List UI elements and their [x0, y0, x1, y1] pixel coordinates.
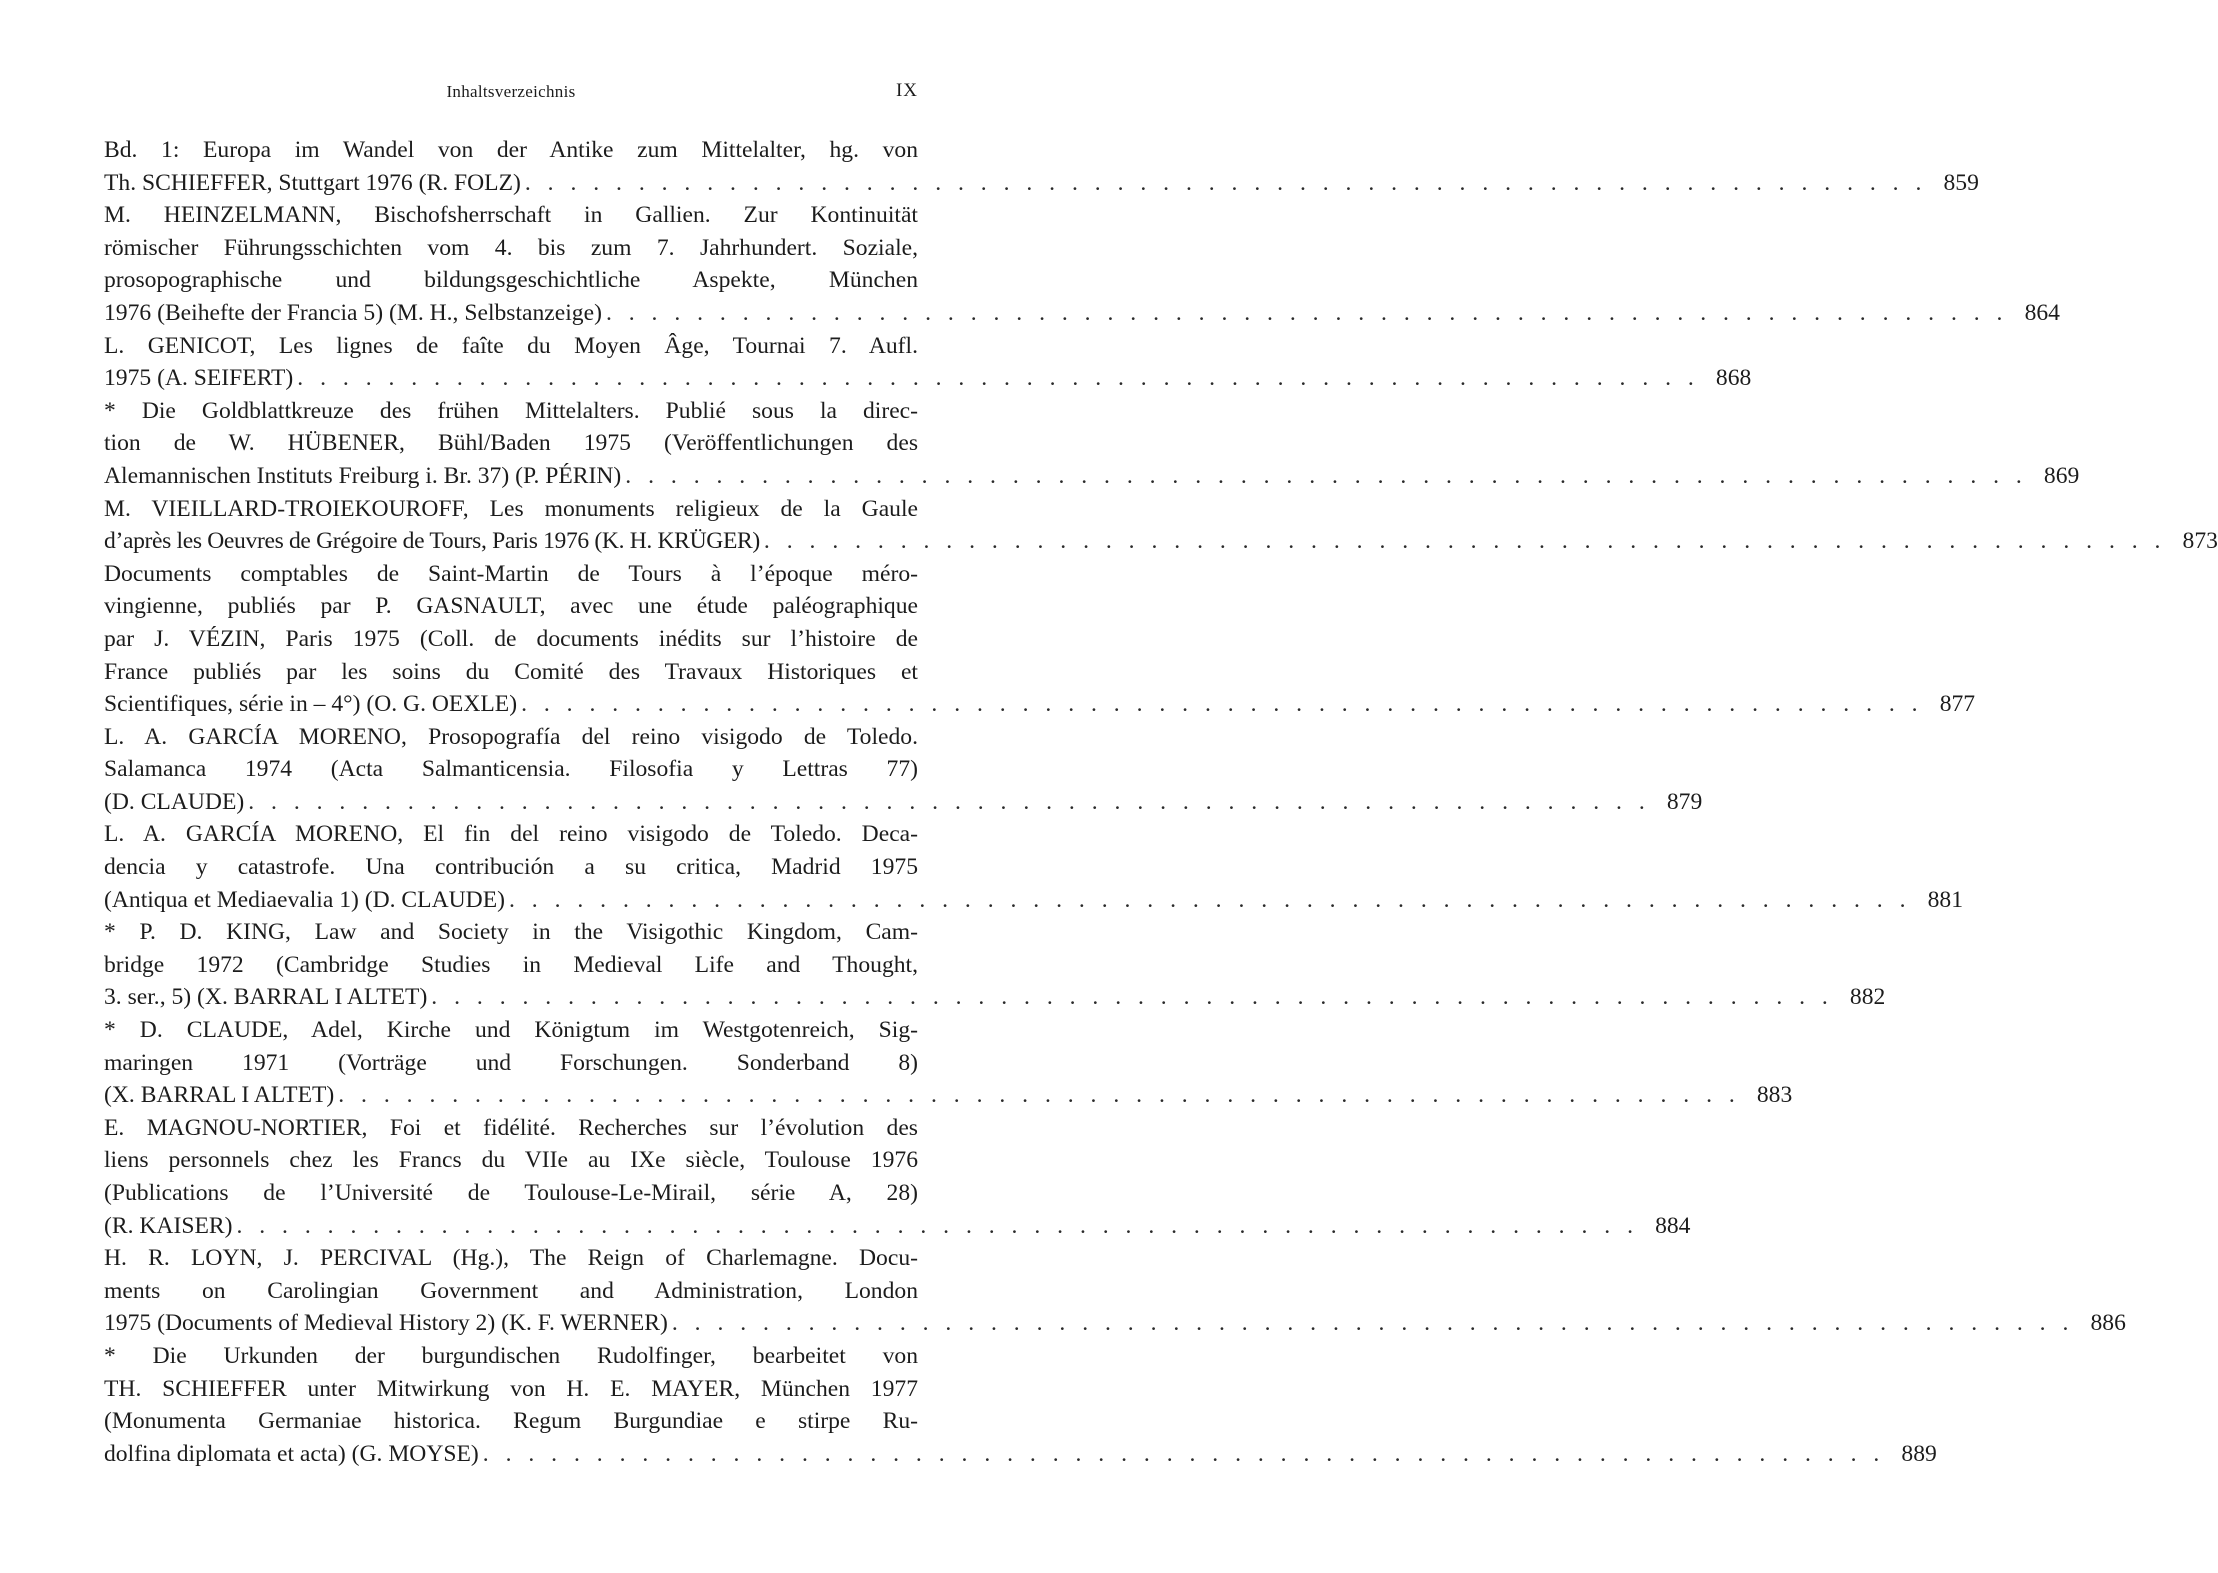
toc-entry [104, 199, 2060, 329]
table-of-contents [104, 134, 2218, 1470]
entry-line: France publiés par les soins du Comité des Travaux Historiques et [104, 658, 918, 685]
entry-line: TH. SCHIEFFER unter Mitwirkung von H. E. MAYER, München 1977 [104, 1375, 918, 1402]
toc-entry [104, 1340, 1937, 1470]
toc-entry [104, 1112, 1691, 1242]
entry-line: vingienne, publiés par P. GASNAULT, avec une étude paléographique [104, 593, 918, 620]
dot-leader: . . . . . . . . . . . . . . . . . . . . . . . . . . . . . . . . . . . . . . . . . . . . . . . . . . . . . . . . . . . . . . [508, 886, 1911, 913]
entry-final-line [104, 688, 1976, 721]
entry-line: bridge 1972 (Cambridge Studies in Medieval Life and Thought, [104, 951, 918, 978]
entry-line: * D. CLAUDE, Adel, Kirche und Königtum im Westgotenreich, Sig- [104, 1017, 918, 1044]
entry-final-line [104, 362, 1752, 395]
toc-entry [104, 916, 1886, 1014]
entry-line: L. A. GARCÍA MORENO, El fin del reino visigodo de Toledo. Deca- [104, 821, 918, 848]
entry-final-text: (D. CLAUDE) [104, 788, 245, 815]
entry-line: L. A. GARCÍA MORENO, Prosopografía del reino visigodo de Toledo. [104, 723, 918, 750]
toc-entry [104, 330, 1752, 395]
page-number: 859 [1943, 169, 1979, 196]
entry-final-line [104, 525, 2218, 558]
entry-line: * Die Urkunden der burgundischen Rudolfinger, bearbeitet von [104, 1342, 918, 1369]
entry-line: Documents comptables de Saint-Martin de Tours à l’époque méro- [104, 560, 918, 587]
entry-final-text: Scientifiques, série in – 4°) (O. G. OEXLE) [104, 691, 518, 718]
entry-line: M. VIEILLARD-TROIEKOUROFF, Les monuments religieux de la Gaule [104, 495, 918, 522]
page-number: 879 [1666, 788, 1703, 815]
entry-line: ments on Carolingian Government and Administration, London [104, 1277, 918, 1304]
dot-leader: . . . . . . . . . . . . . . . . . . . . . . . . . . . . . . . . . . . . . . . . . . . . . . . . . . . . . . . . . . . . . . [671, 1310, 2074, 1337]
entry-line: (Monumenta Germaniae historica. Regum Burgundiae e stirpe Ru- [104, 1408, 918, 1435]
entry-line: (Publications de l’Université de Toulouse-Le-Mirail, série A, 28) [104, 1180, 918, 1206]
dot-leader: . . . . . . . . . . . . . . . . . . . . . . . . . . . . . . . . . . . . . . . . . . . . . . . . . . . . . . . . . . . . . . [236, 1212, 1639, 1239]
entry-line: tion de W. HÜBENER, Bühl/Baden 1975 (Veröffentlichungen des [104, 430, 918, 457]
entry-line: liens personnels chez les Francs du VIIe au IXe siècle, Toulouse 1976 [104, 1147, 918, 1174]
entry-final-text: (R. KAISER) [104, 1212, 233, 1239]
entry-final-line [104, 1438, 1937, 1471]
page-number: 868 [1715, 365, 1752, 392]
page-number: 886 [2090, 1310, 2126, 1337]
entry-final-text: 1976 (Beihefte der Francia 5) (M. H., Selbstanzeige) [104, 299, 602, 326]
entry-final-line [104, 167, 1979, 200]
entry-line: * Die Goldblattkreuze des frühen Mittelalters. Publié sous la direc- [104, 397, 918, 424]
entry-final-text: Th. SCHIEFFER, Stuttgart 1976 (R. FOLZ) [104, 169, 521, 196]
entry-final-line [104, 460, 2080, 493]
folio-number: IX [895, 80, 918, 101]
page-number: 881 [1927, 886, 1963, 913]
entry-final-line [104, 1307, 2126, 1340]
entry-final-line [104, 981, 1886, 1014]
entry-final-text: 3. ser., 5) (X. BARRAL I ALTET) [104, 984, 428, 1011]
toc-entry [104, 395, 2080, 493]
dot-leader: . . . . . . . . . . . . . . . . . . . . . . . . . . . . . . . . . . . . . . . . . . . . . . . . . . . . . . . . . . . . . . [431, 984, 1834, 1011]
running-header [104, 78, 918, 108]
entry-line: par J. VÉZIN, Paris 1975 (Coll. de documents inédits sur l’histoire de [104, 625, 918, 652]
toc-entry [104, 1014, 1793, 1112]
dot-leader: . . . . . . . . . . . . . . . . . . . . . . . . . . . . . . . . . . . . . . . . . . . . . . . . . . . . . . . . . . . . . . [605, 299, 2008, 326]
dot-leader: . . . . . . . . . . . . . . . . . . . . . . . . . . . . . . . . . . . . . . . . . . . . . . . . . . . . . . . . . . . . . . [482, 1440, 1885, 1467]
dot-leader: . . . . . . . . . . . . . . . . . . . . . . . . . . . . . . . . . . . . . . . . . . . . . . . . . . . . . . . . . . . . . . [763, 528, 2166, 555]
toc-entry [104, 134, 1979, 199]
dot-leader: . . . . . . . . . . . . . . . . . . . . . . . . . . . . . . . . . . . . . . . . . . . . . . . . . . . . . . . . . . . . . . [524, 169, 1927, 196]
entry-final-text: Alemannischen Instituts Freiburg i. Br. 37) (P. PÉRIN) [104, 462, 622, 489]
entry-final-line [104, 297, 2060, 330]
toc-entry [104, 1242, 2126, 1340]
entry-final-text: d’après les Oeuvres de Grégoire de Tours, Paris 1976 (K. H. KRÜGER) [104, 528, 760, 555]
page-number: 889 [1901, 1440, 1937, 1467]
toc-entry [104, 818, 1963, 916]
page-number: 869 [2043, 462, 2080, 489]
entry-line: Salamanca 1974 (Acta Salmanticensia. Filosofia y Lettras 77) [104, 756, 918, 783]
entry-final-text: dolfina diplomata et acta) (G. MOYSE) [104, 1440, 479, 1467]
entry-final-text: (X. BARRAL I ALTET) [104, 1082, 335, 1109]
entry-final-text: 1975 (A. SEIFERT) [104, 365, 294, 392]
entry-final-line [104, 786, 1703, 819]
dot-leader: . . . . . . . . . . . . . . . . . . . . . . . . . . . . . . . . . . . . . . . . . . . . . . . . . . . . . . . . . . . . . . [297, 365, 1700, 392]
entry-final-text: 1975 (Documents of Medieval History 2) (K. F. WERNER) [104, 1310, 668, 1337]
entry-line: L. GENICOT, Les lignes de faîte du Moyen Âge, Tournai 7. Aufl. [104, 332, 918, 359]
dot-leader: . . . . . . . . . . . . . . . . . . . . . . . . . . . . . . . . . . . . . . . . . . . . . . . . . . . . . . . . . . . . . . [248, 788, 1651, 815]
dot-leader: . . . . . . . . . . . . . . . . . . . . . . . . . . . . . . . . . . . . . . . . . . . . . . . . . . . . . . . . . . . . . . [625, 462, 2028, 489]
dot-leader: . . . . . . . . . . . . . . . . . . . . . . . . . . . . . . . . . . . . . . . . . . . . . . . . . . . . . . . . . . . . . . [338, 1082, 1741, 1109]
toc-entry [104, 493, 2218, 558]
entry-final-line [104, 884, 1963, 917]
page-number: 864 [2024, 299, 2060, 326]
entry-line: * P. D. KING, Law and Society in the Visigothic Kingdom, Cam- [104, 919, 918, 946]
entry-final-line [104, 1210, 1691, 1243]
entry-line: prosopographische und bildungsgeschichtliche Aspekte, München [104, 267, 918, 294]
entry-line: H. R. LOYN, J. PERCIVAL (Hg.), The Reign of Charlemagne. Docu- [104, 1245, 918, 1272]
page-number: 883 [1756, 1082, 1793, 1109]
toc-entry [104, 558, 1976, 721]
page-number: 877 [1939, 691, 1976, 718]
page-number: 882 [1849, 984, 1886, 1011]
entry-line: Bd. 1: Europa im Wandel von der Antike zum Mittelalter, hg. von [104, 137, 918, 163]
entry-line: M. HEINZELMANN, Bischofsherrschaft in Gallien. Zur Kontinuität [104, 202, 918, 229]
page-number: 873 [2182, 528, 2218, 555]
entry-final-text: (Antiqua et Mediaevalia 1) (D. CLAUDE) [104, 886, 505, 913]
entry-line: E. MAGNOU-NORTIER, Foi et fidélité. Recherches sur l’évolution des [104, 1114, 918, 1141]
entry-line: dencia y catastrofe. Una contribución a su critica, Madrid 1975 [104, 854, 918, 881]
entry-final-line [104, 1079, 1793, 1112]
toc-entry [104, 721, 1703, 819]
entry-line: maringen 1971 (Vorträge und Forschungen. Sonderband 8) [104, 1049, 918, 1076]
entry-line: römischer Führungsschichten vom 4. bis zum 7. Jahrhundert. Soziale, [104, 234, 918, 261]
page-number: 884 [1655, 1212, 1691, 1239]
running-title: Inhaltsverzeichnis [446, 82, 576, 101]
dot-leader: . . . . . . . . . . . . . . . . . . . . . . . . . . . . . . . . . . . . . . . . . . . . . . . . . . . . . . . . . . . . . . [521, 691, 1924, 718]
